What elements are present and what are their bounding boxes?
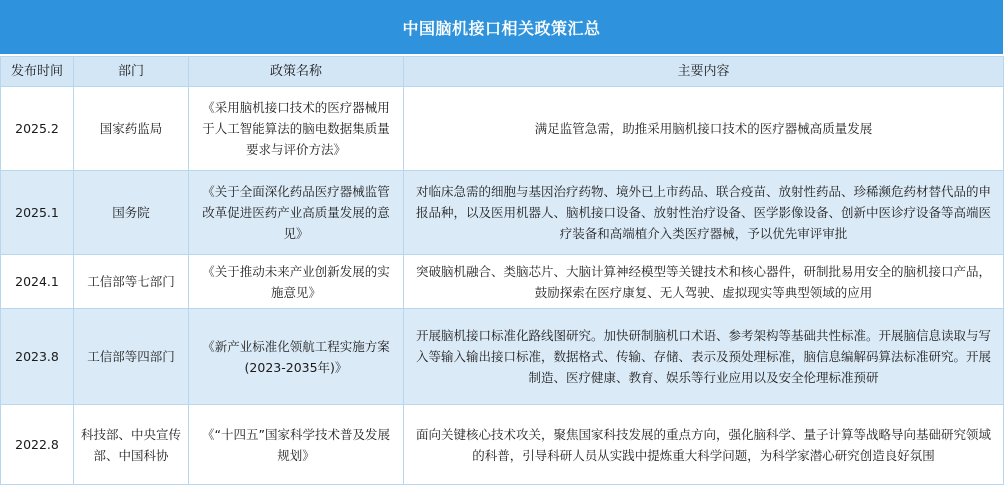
table-row (1, 309, 1004, 405)
row-date: 2023.8 (1, 309, 74, 405)
row-content: 面向关键核心技术攻关，聚焦国家科技发展的重点方向，强化脑科学、量子计算等战略导向基础研究领域的科普，引导科研人员从实践中提炼重大科学问题，为科学家潜心研究创造良好氛围 (404, 405, 1004, 485)
table-row (1, 87, 1004, 171)
row-dept: 科技部、中央宣传部、中国科协 (74, 405, 189, 485)
table-row (1, 171, 1004, 255)
header-content: 主要内容 (404, 57, 1004, 87)
row-policy-name: 《关于全面深化药品医疗器械监管改革促进医药产业高质量发展的意见》 (189, 171, 404, 255)
row-dept: 国务院 (74, 171, 189, 255)
row-dept: 工信部等四部门 (74, 309, 189, 405)
row-date: 2024.1 (1, 255, 74, 309)
header-date: 发布时间 (1, 57, 74, 87)
row-policy-name: 《采用脑机接口技术的医疗器械用于人工智能算法的脑电数据集质量要求与评价方法》 (189, 87, 404, 171)
row-content: 满足监管急需，助推采用脑机接口技术的医疗器械高质量发展 (404, 87, 1004, 171)
header-dept: 部门 (74, 57, 189, 87)
row-date: 2022.8 (1, 405, 74, 485)
row-content: 开展脑机接口标准化路线图研究。加快研制脑机口术语、参考架构等基础共性标准。开展脑信息读取与写入等输入输出接口标准，数据格式、传输、存储、表示及预处理标准，脑信息编解码算法标准研究。开展制造、医疗健康、教育、娱乐等行业应用以及安全伦理标准预研 (404, 309, 1004, 405)
table-title: 中国脑机接口相关政策汇总 (0, 0, 1003, 54)
row-content: 对临床急需的细胞与基因治疗药物、境外已上市药品、联合疫苗、放射性药品、珍稀濒危药材替代品的申报品种，以及医用机器人、脑机接口设备、放射性治疗设备、医学影像设备、创新中医诊疗设备等高端医疗装备和高端植介入类医疗器械，予以优先审评审批 (404, 171, 1004, 255)
row-date: 2025.2 (1, 87, 74, 171)
header-row (1, 57, 1004, 87)
header-name: 政策名称 (189, 57, 404, 87)
row-dept: 工信部等七部门 (74, 255, 189, 309)
table-row (1, 405, 1004, 485)
table-row (1, 255, 1004, 309)
row-policy-name: 《“十四五”国家科学技术普及发展规划》 (189, 405, 404, 485)
policy-table (0, 56, 1004, 485)
row-date: 2025.1 (1, 171, 74, 255)
row-policy-name: 《关于推动未来产业创新发展的实施意见》 (189, 255, 404, 309)
row-policy-name: 《新产业标准化领航工程实施方案(2023-2035年)》 (189, 309, 404, 405)
row-content: 突破脑机融合、类脑芯片、大脑计算神经模型等关键技术和核心器件，研制批易用安全的脑机接口产品，鼓励探索在医疗康复、无人驾驶、虚拟现实等典型领域的应用 (404, 255, 1004, 309)
row-dept: 国家药监局 (74, 87, 189, 171)
